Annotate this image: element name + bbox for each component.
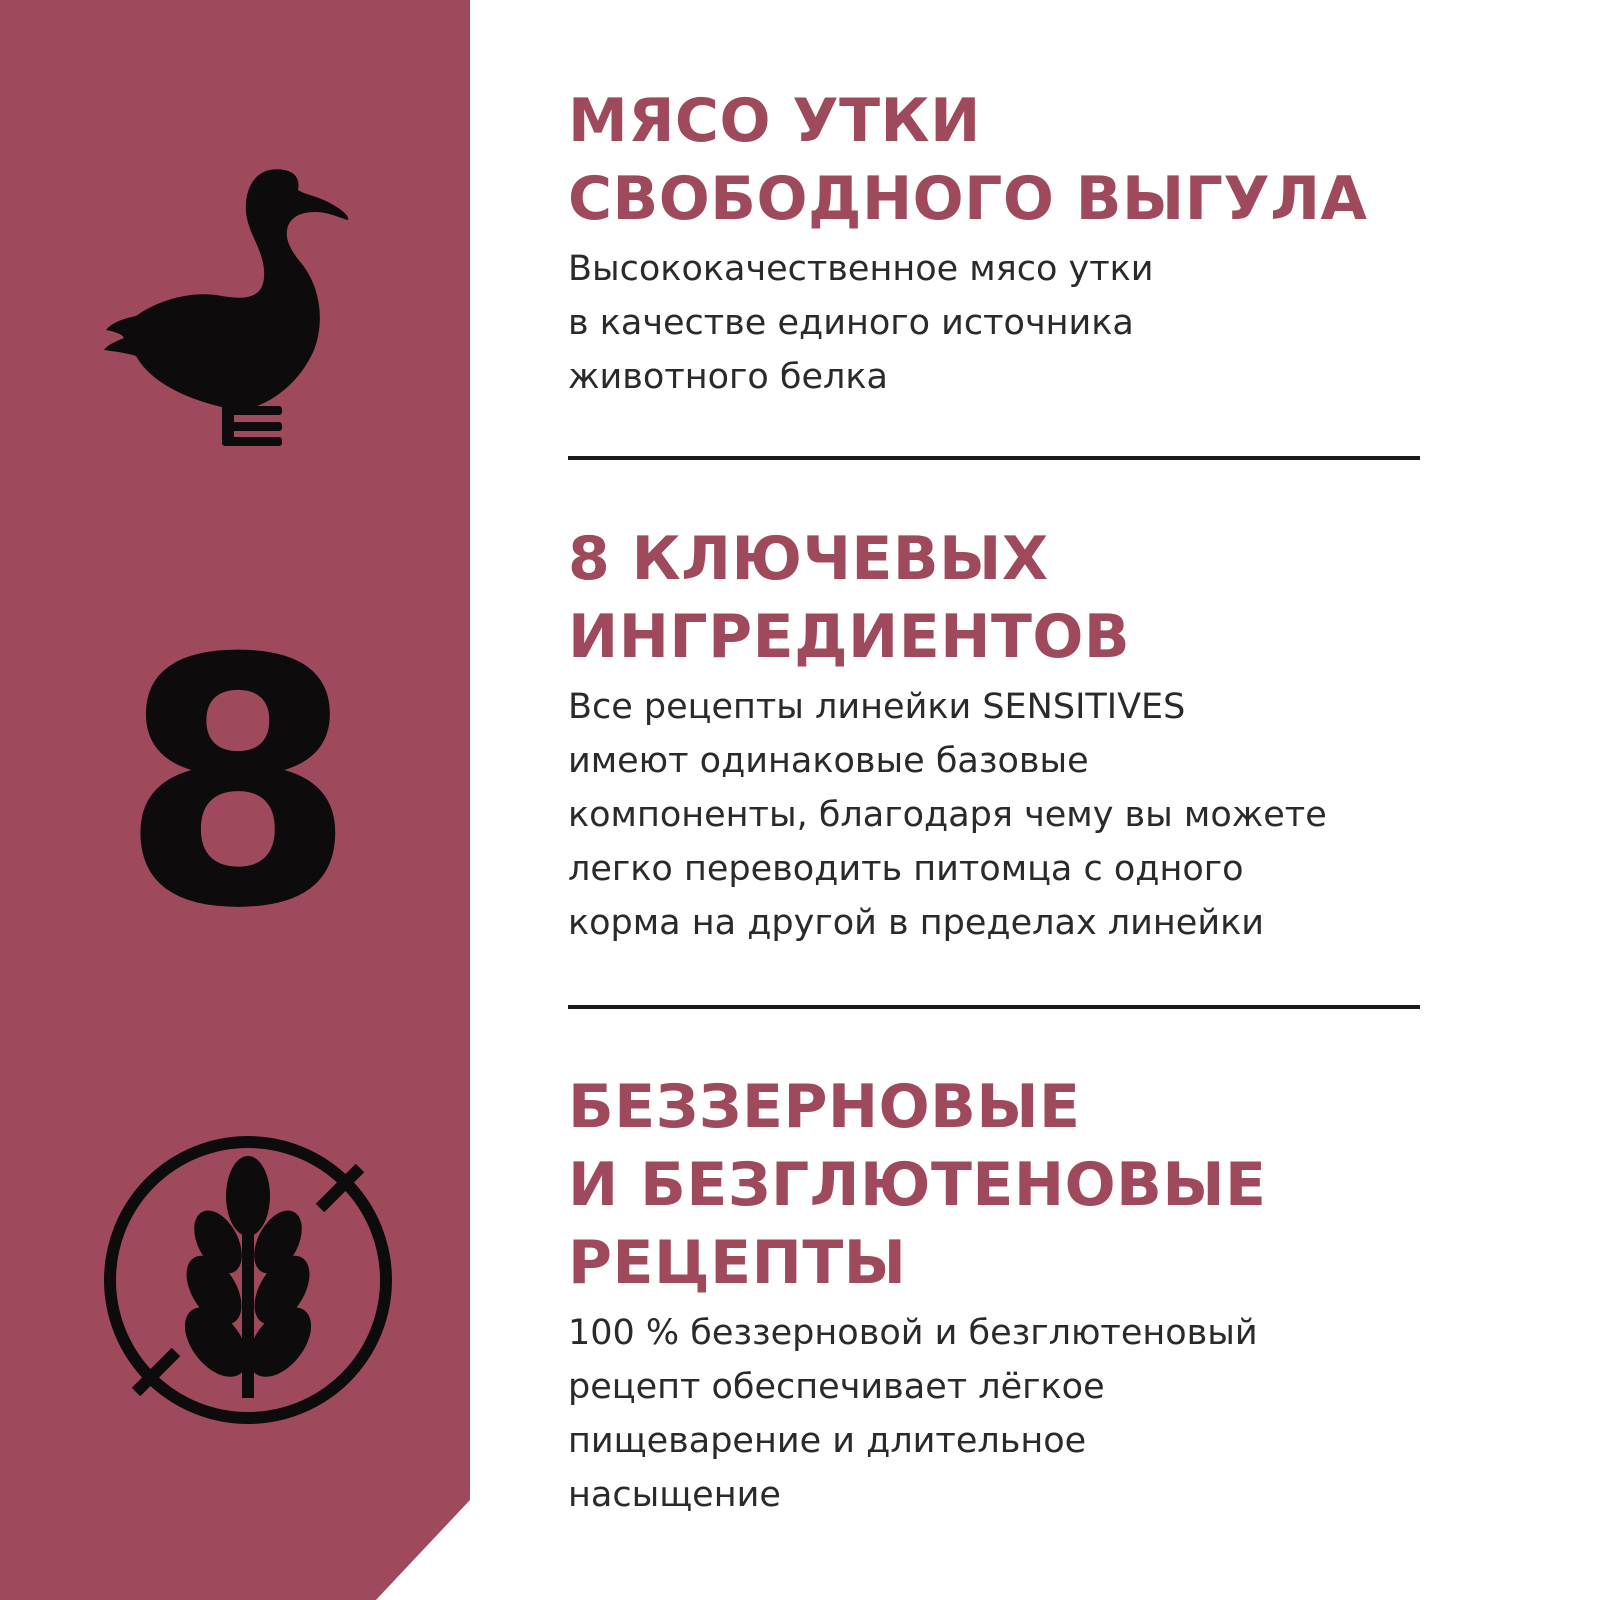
section-title-line: СВОБОДНОГО ВЫГУЛА — [568, 164, 1368, 234]
section-text — [568, 242, 1367, 404]
section-text-line: пищеварение и длительное — [568, 1421, 1087, 1461]
section-text-line: 100 % беззерновой и безглютеновый — [568, 1313, 1258, 1353]
section-text-line: компоненты, благодаря чему вы можете — [568, 795, 1327, 835]
feature-section-duck — [568, 82, 1367, 404]
no-grain-icon — [98, 1130, 398, 1430]
section-text-line: животного белка — [568, 357, 889, 397]
feature-section-ingredients — [568, 520, 1327, 950]
section-title-line: 8 КЛЮЧЕВЫХ — [568, 524, 1049, 594]
duck-icon — [96, 160, 366, 450]
section-text-line: имеют одинаковые базовые — [568, 741, 1089, 781]
section-divider — [568, 456, 1420, 460]
section-text-line: легко переводить питомца с одного — [568, 849, 1244, 889]
section-title — [568, 520, 1327, 676]
section-text-line: корма на другой в пределах линейки — [568, 903, 1264, 943]
section-text-line: в качестве единого источника — [568, 303, 1134, 343]
section-text — [568, 1306, 1266, 1522]
section-text — [568, 680, 1327, 950]
section-divider — [568, 1005, 1420, 1009]
section-title-line: МЯСО УТКИ — [568, 86, 981, 156]
section-text-line: насыщение — [568, 1475, 781, 1515]
number-eight: 8 — [119, 587, 357, 983]
section-title — [568, 1068, 1266, 1302]
section-text-line: Все рецепты линейки SENSITIVES — [568, 687, 1186, 727]
section-title-line: БЕЗЗЕРНОВЫЕ — [568, 1072, 1081, 1142]
section-title-line: ИНГРЕДИЕНТОВ — [568, 602, 1131, 672]
feature-section-grain-free — [568, 1068, 1266, 1522]
section-text-line: рецепт обеспечивает лёгкое — [568, 1367, 1105, 1407]
section-title — [568, 82, 1367, 238]
section-text-line: Высококачественное мясо утки — [568, 249, 1154, 289]
section-title-line: И БЕЗГЛЮТЕНОВЫЕ — [568, 1150, 1267, 1220]
section-title-line: РЕЦЕПТЫ — [568, 1228, 907, 1298]
